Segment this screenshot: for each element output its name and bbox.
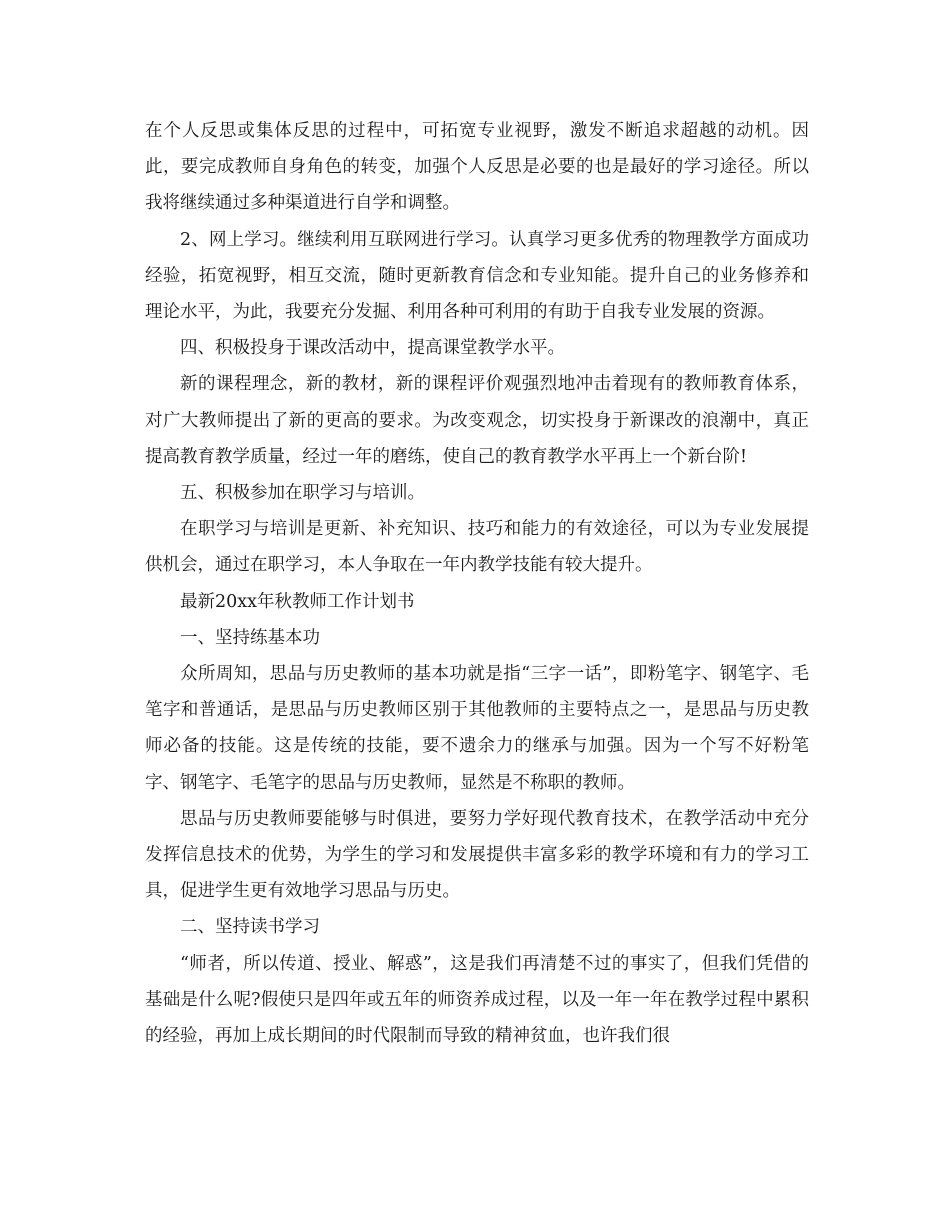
paragraph-basic-skills: 众所周知，思品与历史教师的基本功就是指“三字一话”，即粉笔字、钢笔字、毛笔字和普通话，是思品与历史教师区别于其他教师的主要特点之一，是思品与历史教师必备的技能。这是传统的技能，要不遗余力的继承与加强。因为一个写不好粉笔字、钢笔字、毛笔字的思品与历史教师，显然是不称职的教师。 [145,664,809,793]
paragraph-reading: “师者，所以传道、授业、解惑”，这是我们再清楚不过的事实了，但我们凭借的基础是什么呢?假使只是四年或五年的师资养成过程，以及一年一年在教学过程中累积的经验，再加上成长期间的时代限制而导致的精神贫血，也许我们很 [145,953,809,1047]
document-page [145,113,809,1054]
heading-basic-skills: 一、坚持练基本功 [180,627,320,648]
heading-reading: 二、坚持读书学习 [180,917,320,938]
paragraph-curriculum-reform: 新的课程理念，新的教材，新的课程评价观强烈地冲击着现有的教师教育体系，对广大教师提出了新的更高的要求。为改变观念，切实投身于新课改的浪潮中，真正提高教育教学质量，经过一年的磨练，使自己的教育教学水平再上一个新台阶! [145,374,809,467]
paragraph-online-learning: 2、网上学习。继续利用互联网进行学习。认真学习更多优秀的物理教学方面成功经验，拓宽视野，相互交流，随时更新教育信念和专业知能。提升自己的业务修养和理论水平，为此，我要充分发掘、利用各种可利用的有助于自我专业发展的资源。 [145,229,809,323]
paragraph-education-technology: 思品与历史教师要能够与时俱进，要努力学好现代教育技术，在教学活动中充分发挥信息技术的优势，为学生的学习和发展提供丰富多彩的教学环境和有力的学习工具，促进学生更有效地学习思品与历史。 [145,808,809,902]
section-title: 最新20xx年秋教师工作计划书 [180,591,415,612]
paragraph-reflection: 在个人反思或集体反思的过程中，可拓宽专业视野，激发不断追求超越的动机。因此，要完成教师自身角色的转变，加强个人反思是必要的也是最好的学习途径。所以我将继续通过多种渠道进行自学和调整。 [145,121,809,214]
heading-curriculum-reform: 四、积极投身于课改活动中，提高课堂教学水平。 [180,338,565,359]
paragraph-in-service-training: 在职学习与培训是更新、补充知识、技巧和能力的有效途径，可以为专业发展提供机会，通过在职学习，本人争取在一年内教学技能有较大提升。 [145,519,809,576]
heading-in-service-training: 五、积极参加在职学习与培训。 [180,483,425,504]
